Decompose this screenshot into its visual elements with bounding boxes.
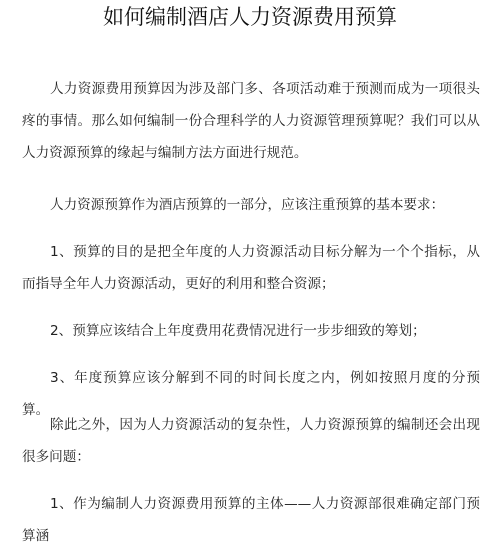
paragraph-basic-requirements: 人力资源预算作为酒店预算的一部分，应该注重预算的基本要求： (50, 197, 445, 213)
paragraph-requirement-1: 1、预算的目的是把全年度的人力资源活动目标分解为一个个指标，从而指导全年人力资源活动，更好的利用和整合资源； (22, 244, 480, 292)
paragraph-requirement-2: 2、预算应该结合上年度费用花费情况进行一步步细致的筹划； (50, 323, 426, 339)
paragraph-requirement-3: 3、年度预算应该分解到不同的时间长度之内，例如按照月度的分预算。 (22, 370, 480, 418)
paragraph-problem-1: 1、作为编制人力资源费用预算的主体——人力资源部很难确定部门预算涵 (22, 496, 480, 544)
page-title: 如何编制酒店人力资源费用预算 (103, 5, 397, 29)
paragraph-problems: 除此之外，因为人力资源活动的复杂性，人力资源预算的编制还会出现很多问题： (22, 417, 480, 465)
paragraph-intro: 人力资源费用预算因为涉及部门多、各项活动难于预测而成为一项很头疼的事情。那么如何编制一份合理科学的人力资源管理预算呢？我们可以从人力资源预算的缘起与编制方法方面进行规范。 (22, 81, 480, 161)
